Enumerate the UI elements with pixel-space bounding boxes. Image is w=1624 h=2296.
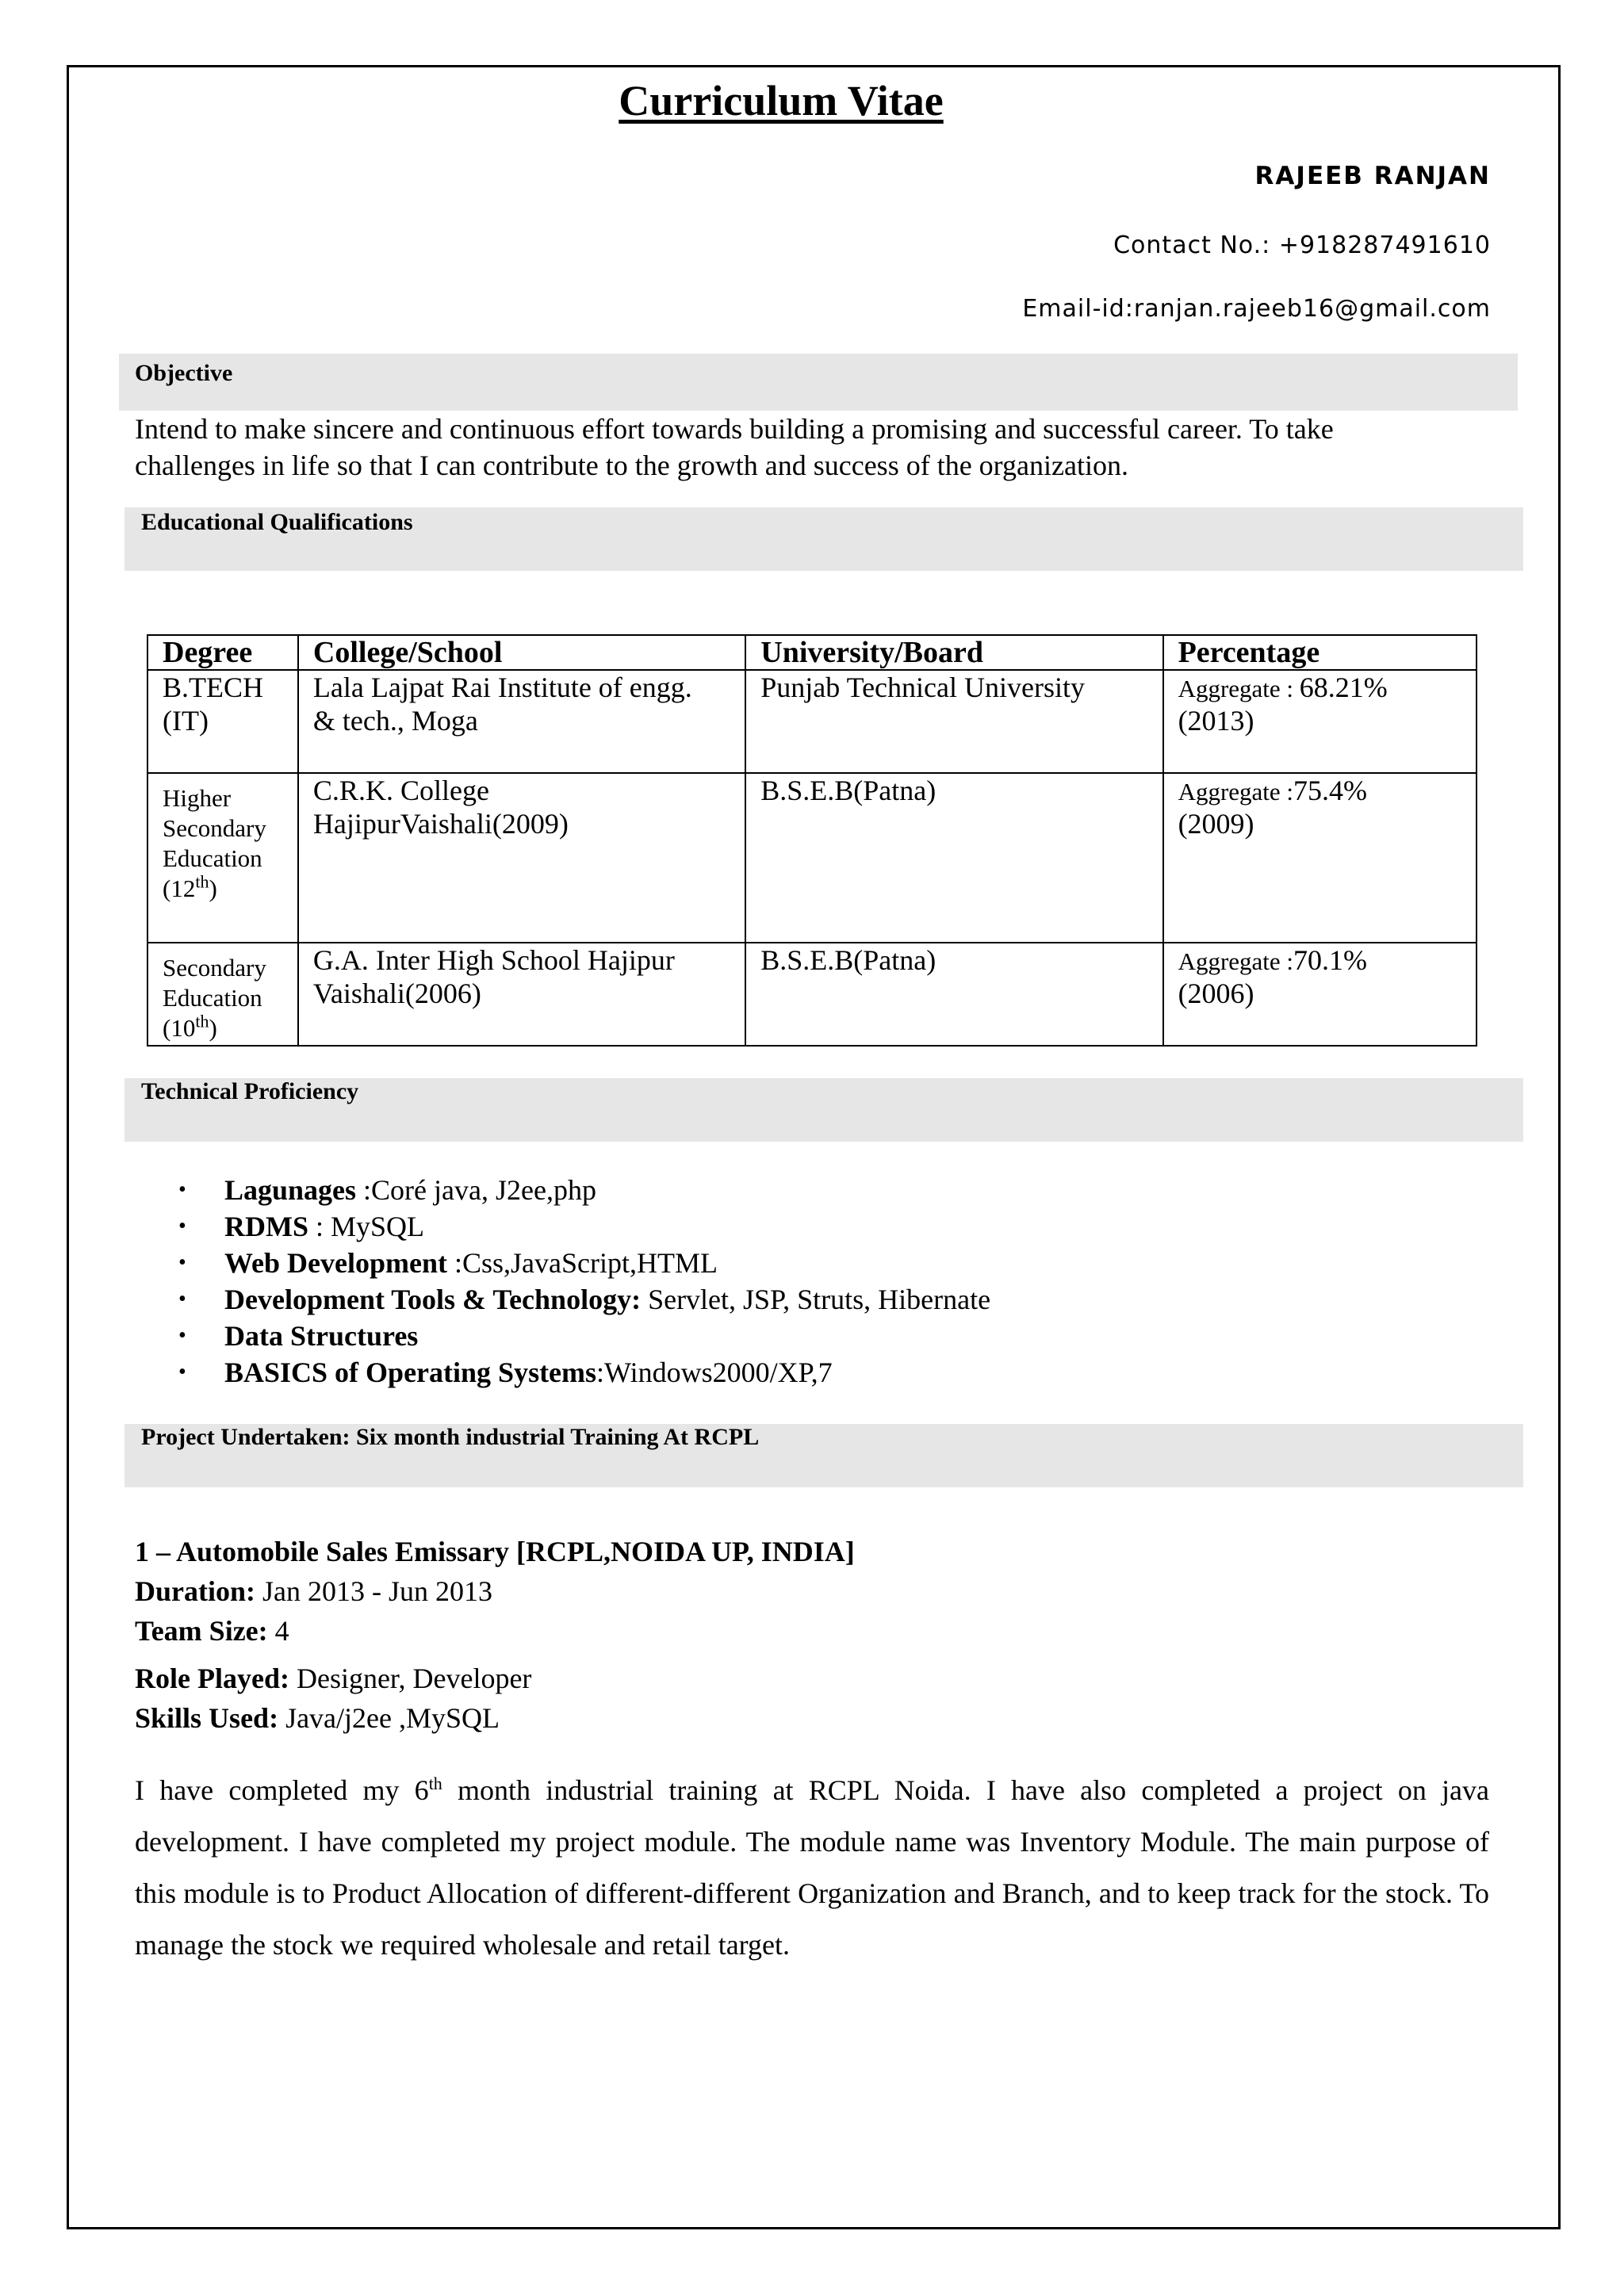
objective-line-1: Intend to make sincere and continuous effort towards building a promising and successful career. To take <box>135 413 1334 445</box>
project-details <box>135 1532 855 1651</box>
project-duration <box>135 1571 855 1611</box>
team-value: 4 <box>267 1615 289 1647</box>
degree-close: ) <box>209 1014 217 1042</box>
list-item <box>178 1354 990 1391</box>
skill-value: : MySQL <box>308 1211 425 1242</box>
degree-number: (10 <box>163 1014 196 1042</box>
board-cell: Punjab Technical University <box>745 670 1162 773</box>
college-text: G.A. Inter High School Hajipur <box>312 944 675 976</box>
degree-cell <box>147 670 298 773</box>
education-table <box>147 634 1477 1047</box>
board-cell: B.S.E.B(Patna) <box>745 943 1162 1046</box>
aggregate-value: 70.1% <box>1293 944 1368 976</box>
degree-cell <box>147 773 298 943</box>
degree-text <box>163 871 283 904</box>
aggregate-year: (2006) <box>1178 978 1254 1009</box>
table-row <box>147 943 1477 1046</box>
contact-number: Contact No.: +918287491610 <box>1113 232 1491 259</box>
aggregate-value: 68.21% <box>1299 672 1388 703</box>
skill-value: :Coré java, J2ee,php <box>356 1174 596 1206</box>
technical-section-bar <box>124 1078 1523 1142</box>
aggregate-label: Aggregate : <box>1178 947 1294 975</box>
list-item <box>178 1318 990 1354</box>
skill-label: Data Structures <box>224 1320 419 1352</box>
project-name: 1 – Automobile Sales Emissary [RCPL,NOIDA UP, INDIA] <box>135 1536 855 1567</box>
degree-text: Higher <box>163 784 232 812</box>
percentage-cell <box>1163 773 1477 943</box>
project-skills <box>135 1698 531 1738</box>
column-header-degree: Degree <box>147 635 298 670</box>
college-text: Vaishali(2006) <box>312 978 481 1009</box>
objective-section-bar <box>119 354 1518 411</box>
skill-label: Lagunages <box>224 1174 357 1206</box>
team-label: Team Size: <box>135 1615 268 1647</box>
table-row <box>147 773 1477 943</box>
skills-list <box>178 1172 990 1391</box>
project-role-skills <box>135 1659 531 1738</box>
bullet-icon: • <box>178 1177 186 1202</box>
college-cell <box>298 943 745 1046</box>
bullet-icon: • <box>178 1323 186 1348</box>
project-section-bar <box>124 1424 1523 1487</box>
percentage-cell <box>1163 670 1477 773</box>
column-header-board: University/Board <box>745 635 1162 670</box>
degree-close: ) <box>209 874 217 902</box>
skill-label: BASICS of Operating Systems <box>224 1357 597 1388</box>
role-value: Designer, Developer <box>289 1663 532 1694</box>
board-cell: B.S.E.B(Patna) <box>745 773 1162 943</box>
aggregate-label: Aggregate : <box>1178 675 1300 702</box>
list-item <box>178 1245 990 1281</box>
aggregate-year: (2013) <box>1178 705 1254 737</box>
degree-text: Education <box>163 844 262 872</box>
college-text: Lala Lajpat Rai Institute of engg. <box>312 672 692 703</box>
skills-label: Skills Used: <box>135 1702 279 1734</box>
education-section-bar <box>124 507 1523 571</box>
aggregate-year: (2009) <box>1178 808 1254 840</box>
college-text: C.R.K. College <box>312 775 489 806</box>
description-rest: month industrial training at RCPL Noida. I have also completed a project on java development. I have completed my project module. The module name was Inventory Module. The main purpose of this module is to Product Allocation of different-different Organization and Branch, and to keep track for the stock. To manage the stock we required wholesale and retail target. <box>135 1774 1489 1961</box>
objective-text <box>135 411 1530 484</box>
project-heading: Project Undertaken: Six month industrial Training At RCPL <box>141 1424 760 1450</box>
degree-number: (12 <box>163 874 196 902</box>
description-start: I have completed my 6 <box>135 1774 429 1806</box>
aggregate-value: 75.4% <box>1293 775 1368 806</box>
degree-text: Education <box>163 984 262 1012</box>
skill-value: Servlet, JSP, Struts, Hibernate <box>641 1284 991 1315</box>
college-text: & tech., Moga <box>312 705 478 737</box>
skill-label: RDMS <box>224 1211 308 1242</box>
duration-label: Duration: <box>135 1575 255 1607</box>
degree-text: Secondary <box>163 954 266 982</box>
table-row <box>147 670 1477 773</box>
skill-value: :Windows2000/XP,7 <box>596 1357 833 1388</box>
project-role <box>135 1659 531 1698</box>
degree-text: B.TECH <box>163 672 264 703</box>
degree-text: Secondary <box>163 814 266 842</box>
skill-label: Web Development <box>224 1247 447 1279</box>
objective-line-2: challenges in life so that I can contribute to the growth and success of the organization. <box>135 450 1128 481</box>
degree-cell <box>147 943 298 1046</box>
role-label: Role Played: <box>135 1663 289 1694</box>
candidate-name: RAJEEB RANJAN <box>1254 162 1491 190</box>
degree-suffix: th <box>195 1011 209 1031</box>
percentage-cell <box>1163 943 1477 1046</box>
technical-heading: Technical Proficiency <box>141 1078 359 1104</box>
college-cell <box>298 773 745 943</box>
bullet-icon: • <box>178 1250 186 1275</box>
list-item <box>178 1208 990 1245</box>
project-team-size <box>135 1611 855 1651</box>
bullet-icon: • <box>178 1214 186 1238</box>
list-item <box>178 1172 990 1208</box>
project-description <box>135 1765 1489 1971</box>
degree-text: (IT) <box>163 705 209 737</box>
column-header-percentage: Percentage <box>1163 635 1477 670</box>
skill-value: :Css,JavaScript,HTML <box>446 1247 718 1279</box>
bullet-icon: • <box>178 1360 186 1384</box>
college-cell <box>298 670 745 773</box>
college-text: HajipurVaishali(2009) <box>312 808 569 840</box>
skill-label: Development Tools & Technology: <box>224 1284 642 1315</box>
objective-heading: Objective <box>135 360 233 386</box>
duration-value: Jan 2013 - Jun 2013 <box>255 1575 492 1607</box>
aggregate-label: Aggregate : <box>1178 778 1294 806</box>
column-header-college: College/School <box>298 635 745 670</box>
skills-value: Java/j2ee ,MySQL <box>278 1702 500 1734</box>
description-suffix: th <box>428 1774 442 1793</box>
education-heading: Educational Qualifications <box>141 509 413 535</box>
bullet-icon: • <box>178 1287 186 1311</box>
degree-suffix: th <box>195 871 209 892</box>
list-item <box>178 1281 990 1318</box>
email-address: Email-id:ranjan.rajeeb16@gmail.com <box>1022 295 1491 323</box>
page-title: Curriculum Vitae <box>619 77 944 124</box>
degree-text <box>163 1013 283 1043</box>
table-header-row <box>147 635 1477 670</box>
